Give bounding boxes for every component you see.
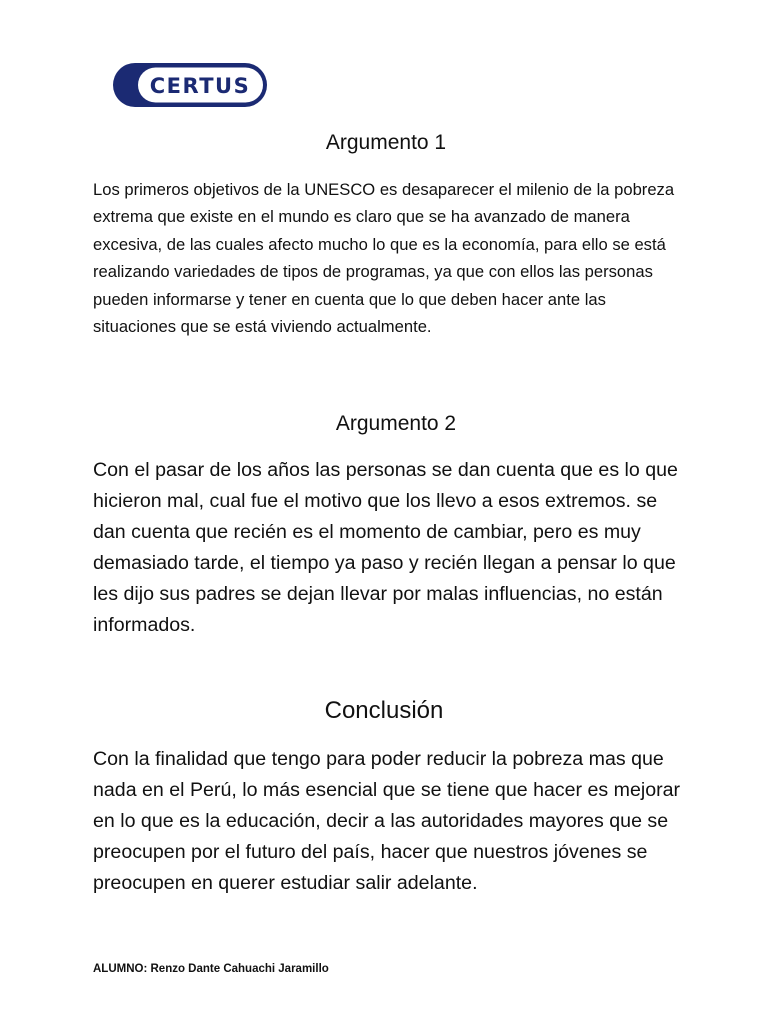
section-heading-argumento-1: Argumento 1: [325, 131, 447, 154]
section-body-conclusion: Con la finalidad que tengo para poder reducir la pobreza mas que nada en el Perú, lo más esencial que se tiene que hacer es mejorar en lo que es la educación, decir a las autoridades mayores que se preocupen por el futuro del país, hacer que nuestros jóvenes se preocupen en querer estudiar salir adelante.: [93, 748, 681, 894]
certus-logo-mark: [112, 62, 268, 108]
section-heading-conclusion: Conclusión: [324, 697, 444, 724]
logo-text: CERTUS: [149, 74, 251, 98]
section-body-argumento-1: Los primeros objetivos de la UNESCO es desaparecer el milenio de la pobreza extrema que existe en el mundo es claro que se ha avanzado de manera excesiva, de las cuales afecto mucho lo que es la economía, para ello se está realizando variedades de tipos de programas, ya que con ellos las personas pueden informarse y tener en cuenta que lo que deben hacer ante las situaciones que se está viviendo actualmente.: [93, 180, 675, 337]
footer-author: ALUMNO: Renzo Dante Cahuachi Jaramillo: [93, 963, 329, 975]
section-heading-argumento-2: Argumento 2: [335, 412, 457, 435]
certus-logo: [112, 62, 268, 108]
section-body-argumento-2: Con el pasar de los años las personas se dan cuenta que es lo que hicieron mal, cual fue el motivo que los llevo a esos extremos. se dan cuenta que recién es el momento de cambiar, pero es muy demasiado tarde, el tiempo ya paso y recién llegan a pensar lo que les dijo sus padres se dejan llevar por malas influencias, no están informados.: [93, 459, 678, 636]
